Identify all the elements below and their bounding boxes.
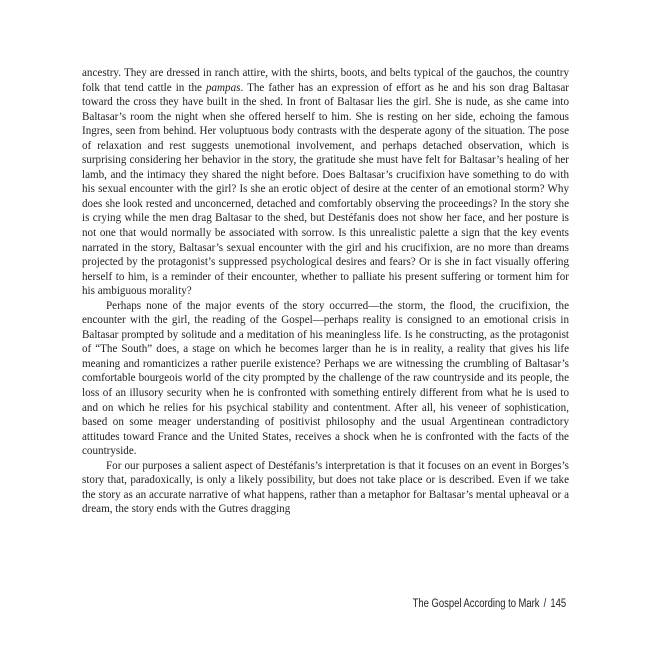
italic-term: pampas	[205, 81, 241, 94]
page-number: 145	[550, 598, 566, 610]
paragraph-3: For our purposes a salient aspect of Destéfanis’s interpretation is that it focuses on an event in Borges’s story that, paradoxically, is only a likely possibility, but does not take place or is described. Even if we take the story as an accurate narrative of what happens, rather than a metaphor for Baltasar’s mental upheaval or a dream, the story ends with the Gutres dragging	[82, 459, 569, 516]
footer-separator: /	[543, 598, 547, 610]
paragraph-1-start: ancestry. They are dressed in ranch attire, with the shirts, boots, and belts typical of the gauchos, the country folk that tend cattle in the	[82, 67, 569, 94]
running-footer	[413, 598, 566, 610]
running-title: The Gospel According to Mark	[412, 598, 540, 610]
body-text	[82, 66, 569, 517]
paragraph-1-rest: . The father has an expression of effort as he and his son drag Baltasar toward the cross they have built in the shed. In front of Baltasar lies the girl. She is nude, as she came into Baltasar’s room the night when she offered herself to him. She is resting on her side, echoing the famous Ingres, seen from behind. Her voluptuous body contrasts with the desperate agony of the situation. The pose of relaxation and rest suggests unemotional involvement, and perhaps detached observation, which is surprising considering her behavior in the story, the gratitude she must have felt for Baltasar’s healing of her lamb, and the intimacy they shared the night before. Does Baltasar’s crucifixion have something to do with his sexual encounter with the girl? Is she an erotic object of desire at the center of an emotional storm? Why does she look rested and unconcerned, detached and comfortably observing the proceedings? In the story she is crying while the men drag Baltasar to the shed, but Destéfanis does not show her face, and her posture is not one that would normally be associated with sorrow. Is this unrealistic palette a sign that the key events narrated in the story, Baltasar’s sexual encounter with the girl and his crucifixion, are no more than dreams projected by the protagonist’s suppressed psychological desires and fears? Or is she in fact visually offering herself to him, is a reminder of their encounter, whether to palliate his present suffering or torment him for his ambiguous morality?	[82, 81, 569, 298]
paragraph-2: Perhaps none of the major events of the story occurred—the storm, the flood, the crucifixion, the encounter with the girl, the reading of the Gospel—perhaps reality is consigned to an emotional crisis in Baltasar prompted by solitude and a meditation of his meaningless life. Is he constructing, as the protagonist of “The South” does, a stage on which he becomes larger than he is in reality, a reality that gives his life meaning and romanticizes a rather puerile existence? Perhaps we are witnessing the crumbling of Baltasar’s comfortable bourgeois world of the city prompted by the challenge of the raw countryside and its people, the loss of an illusory security when he is confronted with something entirely different from what he is used to and on which he relies for his psychical stability and contentment. After all, his veneer of sophistication, based on some meager understanding of positivist philosophy and the usual Argentinean contradictory attitudes toward France and the United States, receives a shock when he is confronted with the facts of the countryside.	[82, 299, 569, 458]
paragraph-1	[82, 66, 569, 299]
